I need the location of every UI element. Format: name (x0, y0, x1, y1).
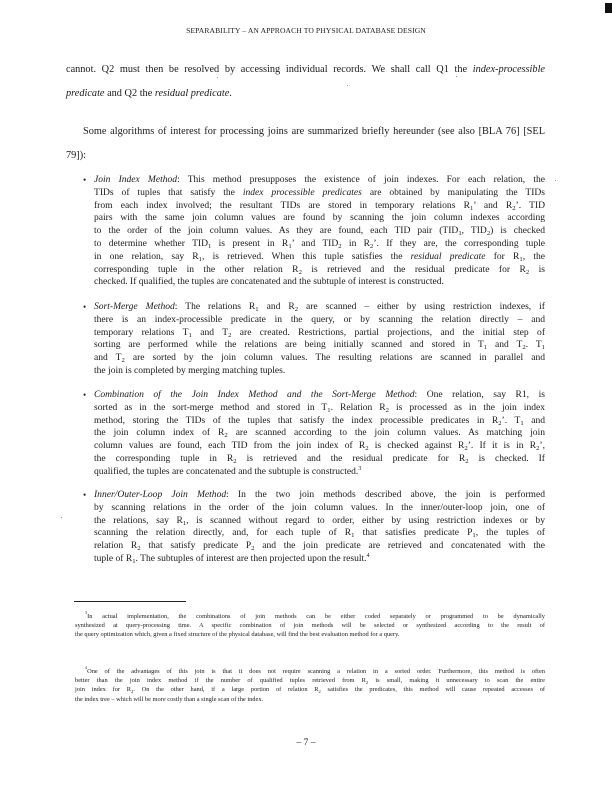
text: relation R (94, 540, 138, 552)
subscript: 1 (458, 230, 462, 238)
text: and the join predicate are retrieved and concatenated with the (254, 540, 546, 552)
bullet-line (94, 225, 545, 238)
text: sorted as in the sort-merge method and stored in T (94, 401, 328, 413)
bullet-line (94, 327, 545, 340)
scan-speck (555, 180, 556, 181)
text: are scanned according to the join column values. As matching join (227, 427, 545, 439)
subscript: 1 (132, 557, 136, 565)
text: : In the two join methods described above, the join is performed (226, 489, 545, 500)
text: In actual implementation, the combinations of join methods can be either coded separately or programmed to be dynamically (87, 613, 545, 620)
intro-line-2 (66, 88, 545, 100)
subscript: 1 (519, 255, 523, 263)
algorithms-intro-line-1: Some algorithms of interest for processing joins are summarized briefly hereunder (see also [BLA 76] [SEL (83, 126, 545, 137)
footnote-line: synthesized at query-processing time. A specific combination of join methods will be selected or synthesized according to the result of (75, 622, 545, 630)
text: One of the advantages of this join is that it does not require scanning a relation in a sorted order. Furthermore, this method is often (87, 668, 545, 675)
footnote-line: the query optimization which, given a fixed structure of the physical database, will find the best evaluation method for a query. (75, 631, 400, 639)
text: better than the join index method if the number of qualified tuples retrieved from R (75, 677, 366, 685)
text: is processed as in the join index (389, 401, 546, 413)
subscript: 2 (338, 242, 342, 250)
subscript: 2 (536, 445, 540, 453)
subscript: 2 (224, 432, 228, 440)
text: ’, (539, 440, 545, 452)
text: tuple of R (94, 552, 133, 564)
subscript: 1 (469, 204, 474, 212)
subscript: 2 (465, 457, 469, 465)
scan-speck (61, 517, 62, 518)
subscript: 1 (182, 519, 187, 527)
bullet-line: checked. If qualified, the tuples are concatenated and the subtuple of interest is constructed. (94, 276, 444, 288)
subscript: 2 (525, 268, 530, 276)
bullet-line (94, 187, 545, 200)
text: , is scanned without regard to order, either by using restriction indexes or by (186, 514, 545, 526)
footnote-ref-4[interactable]: 4 (366, 551, 370, 559)
text: . The subtuples of interest are then projected upon the result. (135, 552, 367, 564)
text: : The relations R (174, 301, 256, 312)
term-residual-predicate: residual predicate (154, 88, 230, 99)
text: is retrieved and the residual predicate for R (236, 452, 466, 464)
subscript: 2 (298, 268, 302, 276)
text: in R (341, 237, 371, 249)
bullet-line (94, 251, 545, 264)
scan-artifact (605, 3, 612, 13)
text: scanning the relation directly, and, for each tuple of R (94, 527, 352, 539)
footnote-line (75, 667, 545, 676)
subscript: 1 (520, 419, 524, 427)
algorithms-intro-line-2: 79]): (66, 150, 87, 161)
text: are created. Restrictions, partial projections, and the initial step of (231, 326, 545, 338)
subscript: 2 (385, 406, 390, 414)
bullet-line (94, 466, 545, 479)
bullet-sort-merge-method (83, 301, 546, 378)
bullet-combination-method (83, 389, 546, 479)
subscript: 1 (541, 344, 546, 352)
footnote-marker: 4 (85, 665, 88, 670)
text: and (523, 414, 545, 426)
method-title: Inner/Outer-Loop Join Method (94, 489, 227, 500)
bullet-icon: • (83, 490, 87, 500)
bullet-icon: • (83, 175, 87, 185)
text: to the order of the join column values. As they are found, each TID pair (TID (94, 225, 459, 237)
text: and T (94, 352, 122, 364)
text: that satisfy predicate P (140, 540, 252, 552)
text: . On the other hand, if a large portion of relation R (133, 686, 319, 694)
text: the corresponding tuple in R (94, 452, 234, 464)
footnote-line: the index tree – which will be more costly than a single scan of the index. (75, 695, 264, 703)
bullet-line (94, 402, 545, 415)
bullet-line (94, 238, 545, 251)
subscript: 2 (365, 445, 369, 453)
subscript: 2 (121, 357, 125, 365)
text: : This method presupposes the existence of join indexes. For each relation, the (177, 174, 545, 185)
running-header: SEPARABILITY – AN APPROACH TO PHYSICAL DATABASE DESIGN (186, 26, 426, 35)
bullet-inner-outer-loop-method (83, 489, 546, 566)
bullet-line (94, 453, 545, 466)
bullet-line (94, 339, 545, 352)
subscript: 2 (512, 204, 516, 212)
scan-speck (347, 85, 348, 86)
scan-speck (456, 76, 457, 77)
text: . T (525, 339, 542, 351)
text: sorting are performed while the relations are being initially scanned and stored in T (94, 339, 484, 351)
text: , the tuples of (475, 527, 545, 539)
intro-text: cannot. Q2 must then be resolved by accessing individual records. We shall call Q1 the (66, 64, 473, 75)
bullet-join-index-method (83, 174, 546, 289)
bullet-icon: • (83, 302, 87, 312)
text: ’ and TID (291, 237, 339, 249)
subscript: 1 (198, 255, 203, 263)
text: ’. TID (515, 199, 545, 211)
text: to determine whether TID (94, 237, 208, 249)
subscript: 1 (288, 242, 292, 250)
subscript: 2 (137, 545, 141, 553)
footnote-3 (75, 612, 545, 640)
subscript: 1 (188, 331, 192, 339)
subscript: 2 (228, 331, 232, 339)
term: index processible predicates (242, 186, 362, 198)
text: from each index involved; the resultant TIDs are stored in temporary relations R (94, 199, 470, 211)
page-number: – 7 – (296, 738, 316, 748)
text: ’. T (501, 414, 521, 426)
text: satisfies the predicates, this method will cause repeated accesses of (320, 686, 546, 694)
bullet-line (94, 527, 545, 540)
subscript: 1 (483, 344, 488, 352)
text: is small, making it unnecessary to scan the entire (368, 677, 545, 685)
bullet-line: the join is completed by merging matching tuples. (94, 364, 286, 376)
text: and R (258, 301, 295, 312)
footnote-4 (75, 667, 545, 704)
text: is present in R (211, 237, 289, 249)
intro-line-1 (66, 64, 545, 76)
footnote-line (75, 612, 545, 621)
bullet-line (94, 200, 545, 213)
method-title: Join Index Method (94, 174, 178, 185)
subscript: 2 (251, 545, 255, 553)
bullet-icon: • (83, 390, 87, 400)
term-predicate: predicate (66, 88, 105, 99)
bullet-line (94, 415, 545, 428)
text: . Relation R (330, 401, 386, 413)
bullet-line (94, 301, 545, 314)
bullet-line (94, 553, 545, 566)
subscript: 2 (294, 306, 299, 313)
subscript: 2 (464, 445, 468, 453)
footnote-line (75, 676, 545, 685)
subscript: 1 (472, 532, 476, 540)
intro-text: and Q2 the (104, 88, 155, 99)
subscript: 1 (351, 532, 355, 540)
subscript: 2 (370, 242, 374, 250)
text: join index for R (75, 686, 132, 694)
bullet-line (94, 389, 545, 402)
bullet-line (94, 352, 545, 365)
text: corresponding tuple in the other relation R (94, 263, 299, 275)
subscript: 2 (522, 344, 526, 352)
footnote-ref-3[interactable]: 3 (358, 464, 362, 472)
subscript: 1 (255, 306, 259, 313)
text: and T (487, 339, 523, 351)
bullet-line: there is an index-processible predicate in the query, or by scanning the relation directly – and (94, 313, 545, 325)
bullet-line (94, 515, 545, 528)
scan-speck (217, 77, 218, 78)
text: , is retrieved. When this tuple satisfies the (202, 250, 411, 262)
term: residual predicate (410, 250, 486, 262)
text: , the (522, 250, 545, 262)
bullet-line (94, 440, 545, 453)
text: the join column index of R (94, 427, 225, 439)
subscript: 1 (327, 406, 331, 414)
term-index-processible: index-processible (472, 64, 545, 75)
text: temporary relations T (94, 326, 189, 338)
subscript: 2 (318, 689, 321, 695)
subscript: 2 (131, 689, 134, 695)
subscript: 2 (498, 419, 502, 427)
subscript: 2 (365, 680, 369, 686)
footnote-divider (74, 601, 186, 602)
text: method, storing the TIDs of the tuples that satisfy the index processible predicates in R (94, 414, 499, 426)
text: is (529, 263, 545, 275)
text: are scanned – either by using restriction indexes, if (298, 301, 545, 312)
text: ’. If it is in R (467, 440, 537, 452)
method-title: Combination of the Join Index Method and the Sort-Merge Method (94, 389, 415, 400)
text: ’ and R (473, 199, 513, 211)
bullet-line: pairs with the same join column values are found by scanning the join column indexes according (94, 212, 545, 224)
text: qualified, the tuples are concatenated and the subtuple is constructed. (94, 465, 359, 477)
subscript: 2 (486, 230, 491, 238)
subscript: 1 (208, 242, 212, 250)
text: is checked against R (368, 440, 465, 452)
bullet-line (94, 264, 545, 277)
text: are obtained by manipulating the TIDs (361, 186, 545, 198)
text: is checked. If (468, 452, 545, 464)
text: and T (191, 326, 229, 338)
text: : One relation, say R1, is (414, 389, 545, 400)
bullet-line (94, 174, 545, 187)
bullet-line: by scanning relations in the order of the join column values. In the inner/outer-loop join, one of (94, 501, 545, 513)
text: for R (485, 250, 520, 262)
text: in one relation, say R (94, 250, 199, 262)
bullet-line (94, 427, 545, 440)
text: ) is checked (490, 225, 546, 237)
text: the relations, say R (94, 514, 183, 526)
text: , TID (461, 225, 487, 237)
bullet-line (94, 489, 545, 502)
footnote-marker: 3 (85, 610, 88, 615)
intro-text: . (229, 88, 232, 99)
text: ’. If they are, the corresponding tuple (373, 237, 545, 249)
text: is retrieved and the residual predicate for R (301, 263, 526, 275)
method-title: Sort-Merge Method (94, 301, 175, 312)
text: column values are found, each TID from the join index of R (94, 440, 366, 452)
footnote-line (75, 685, 545, 694)
text: are sorted by the join column values. The resulting relations are scanned in parallel and (124, 352, 545, 364)
text: TIDs of tuples that satisfy the (94, 186, 243, 198)
subscript: 2 (233, 457, 237, 465)
text: that satisfies predicate P (354, 527, 473, 539)
bullet-line (94, 540, 545, 553)
